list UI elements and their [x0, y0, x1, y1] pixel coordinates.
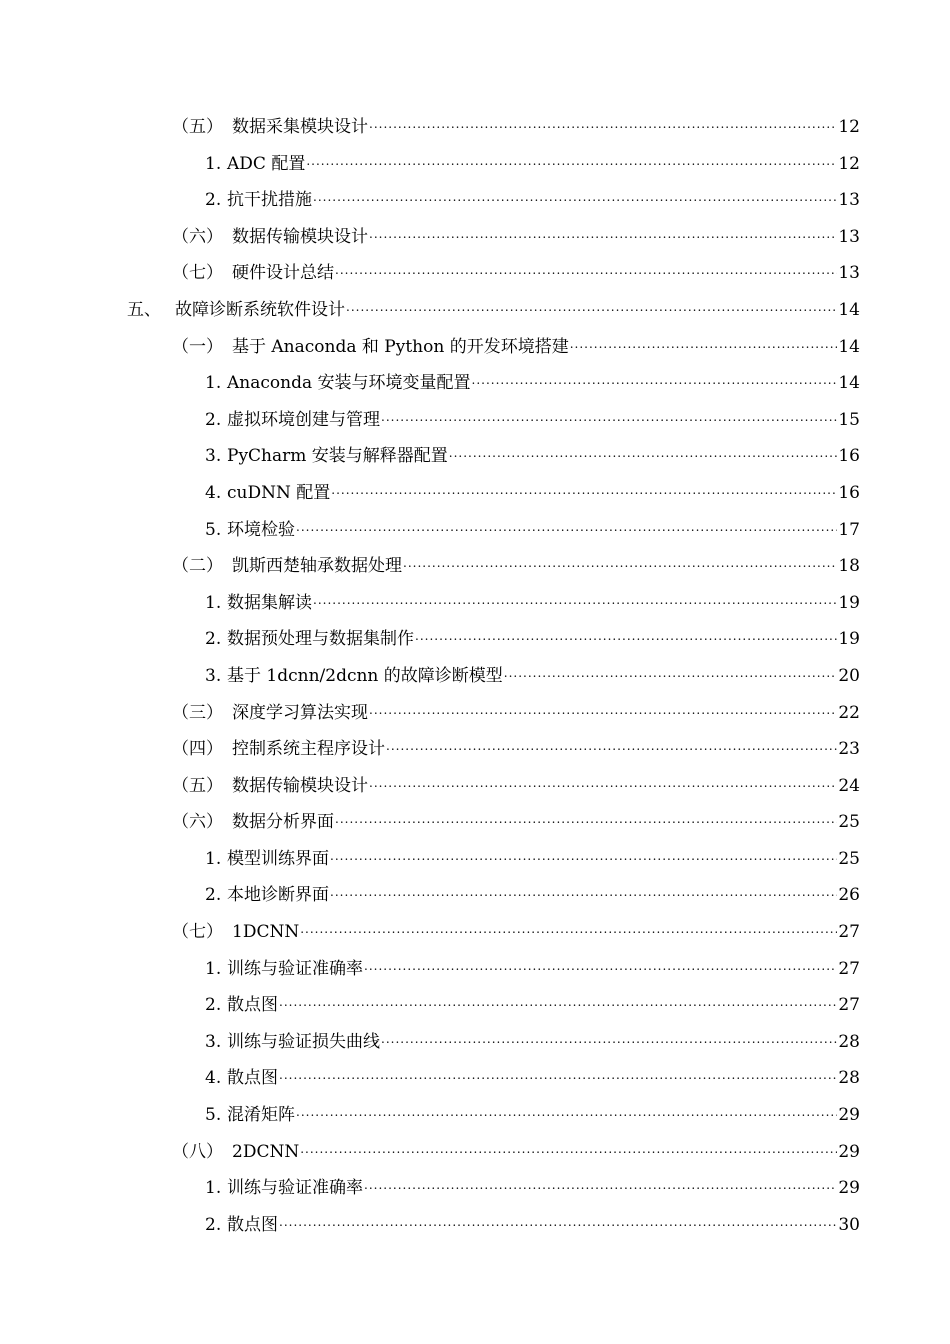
toc-entry[interactable] — [0, 402, 860, 439]
toc-entry-number: 2. — [205, 995, 222, 1016]
toc-entry[interactable] — [0, 658, 860, 695]
toc-entry-number: 1. — [205, 373, 222, 394]
dot-leader — [472, 362, 838, 399]
toc-entry-page-number: 19 — [838, 592, 860, 613]
toc-entry-number: （七） — [172, 922, 223, 943]
toc-entry[interactable] — [0, 255, 860, 292]
toc-entry[interactable] — [0, 548, 860, 585]
toc-entry[interactable] — [0, 1097, 860, 1134]
toc-entry-title: ADC 配置 — [227, 153, 306, 174]
toc-entry-number: （三） — [172, 702, 223, 723]
toc-entry[interactable] — [0, 1134, 860, 1171]
toc-entry-page-number: 17 — [838, 519, 860, 540]
toc-entry-number: （五） — [172, 117, 223, 137]
toc-entry-number: 4. — [205, 482, 222, 503]
toc-entry-number: 2. — [205, 629, 222, 650]
toc-entry[interactable] — [0, 914, 860, 951]
toc-entry[interactable] — [0, 695, 860, 732]
toc-entry-title: 抗干扰措施 — [227, 190, 312, 211]
toc-entry[interactable] — [0, 987, 860, 1024]
toc-entry[interactable] — [0, 1207, 860, 1244]
toc-entry-number: 5. — [205, 1105, 222, 1126]
toc-entry-title: 2DCNN — [232, 1141, 300, 1162]
toc-entry-number: 1. — [205, 1178, 222, 1199]
toc-entry[interactable] — [0, 1170, 860, 1207]
toc-entry-title: 硬件设计总结 — [232, 263, 334, 284]
toc-entry-number: 3. — [205, 665, 222, 686]
toc-entry-number: 五、 — [127, 299, 161, 320]
toc-entry-number: 4. — [205, 1068, 222, 1089]
dot-leader — [279, 1057, 837, 1094]
dot-leader — [381, 399, 837, 436]
toc-entry-number: 2. — [205, 885, 222, 906]
dot-leader — [279, 1204, 837, 1241]
dot-leader — [381, 1021, 837, 1058]
toc-entry-title: 环境检验 — [227, 519, 295, 540]
toc-entry-page-number: 16 — [838, 482, 860, 503]
toc-entry[interactable] — [0, 109, 860, 146]
dot-leader — [330, 838, 837, 875]
toc-entry-title: 训练与验证准确率 — [227, 1178, 363, 1199]
toc-entry-page-number: 23 — [838, 739, 860, 760]
table-of-contents — [0, 109, 950, 1243]
toc-entry-page-number: 27 — [838, 922, 860, 943]
toc-entry-page-number: 14 — [838, 299, 860, 320]
dot-leader — [330, 874, 837, 911]
toc-entry-page-number: 29 — [838, 1141, 860, 1162]
dot-leader — [313, 582, 837, 619]
toc-entry-title: PyCharm 安装与解释器配置 — [227, 446, 448, 467]
toc-entry-number: 3. — [205, 446, 222, 467]
toc-entry-title: 数据分析界面 — [232, 812, 334, 833]
toc-entry-title: 数据集解读 — [227, 592, 312, 613]
toc-entry-number: 1. — [205, 592, 222, 613]
dot-leader — [346, 289, 837, 326]
toc-entry[interactable] — [0, 146, 860, 183]
toc-entry-title: 基于 Anaconda 和 Python 的开发环境搭建 — [232, 336, 569, 357]
toc-entry-number: （一） — [172, 336, 223, 357]
dot-leader — [335, 801, 837, 838]
toc-entry-title: 故障诊断系统软件设计 — [175, 299, 345, 320]
toc-entry-title: 深度学习算法实现 — [232, 702, 368, 723]
toc-entry-number: 3. — [205, 1031, 222, 1052]
toc-entry[interactable] — [0, 292, 860, 329]
toc-entry-number: 1. — [205, 848, 222, 869]
toc-entry-page-number: 16 — [838, 446, 860, 467]
toc-entry-number: 2. — [205, 409, 222, 430]
dot-leader — [300, 911, 837, 948]
toc-entry-title: 散点图 — [227, 995, 278, 1016]
toc-entry-number: （六） — [172, 812, 223, 833]
dot-leader — [369, 692, 837, 729]
toc-entry-number: （七） — [172, 263, 223, 284]
dot-leader — [306, 143, 837, 180]
dot-leader — [386, 728, 837, 765]
toc-entry[interactable] — [0, 219, 860, 256]
toc-entry-page-number: 24 — [838, 775, 860, 796]
toc-entry-page-number: 15 — [838, 409, 860, 430]
toc-entry[interactable] — [0, 585, 860, 622]
toc-entry-page-number: 19 — [838, 629, 860, 650]
toc-entry-number: （四） — [172, 739, 223, 760]
toc-entry-title: 散点图 — [227, 1068, 278, 1089]
toc-entry-number: 1. — [205, 958, 222, 979]
toc-entry-number: 2. — [205, 1214, 222, 1235]
toc-entry-page-number: 20 — [838, 665, 860, 686]
toc-entry-page-number: 12 — [838, 153, 860, 174]
toc-entry-number: 1. — [205, 153, 222, 174]
toc-entry-page-number: 25 — [838, 812, 860, 833]
dot-leader — [369, 106, 837, 143]
dot-leader — [449, 435, 838, 472]
dot-leader — [335, 252, 837, 289]
toc-entry-number: 2. — [205, 190, 222, 211]
toc-entry-title: 基于 1dcnn/2dcnn 的故障诊断模型 — [227, 665, 503, 686]
toc-entry-page-number: 28 — [838, 1068, 860, 1089]
toc-entry[interactable] — [0, 768, 860, 805]
dot-leader — [313, 179, 837, 216]
toc-entry-title: 数据采集模块设计 — [232, 117, 368, 137]
toc-entry-title: 混淆矩阵 — [227, 1105, 295, 1126]
toc-entry[interactable] — [0, 329, 860, 366]
toc-entry[interactable] — [0, 877, 860, 914]
toc-entry[interactable] — [0, 951, 860, 988]
toc-entry-title: 数据传输模块设计 — [232, 775, 368, 796]
toc-entry-title: Anaconda 安装与环境变量配置 — [227, 373, 471, 394]
toc-entry[interactable] — [0, 1060, 860, 1097]
toc-entry-title: 凯斯西楚轴承数据处理 — [232, 556, 402, 577]
toc-entry-title: 散点图 — [227, 1214, 278, 1235]
toc-entry[interactable] — [0, 512, 860, 549]
toc-entry-page-number: 30 — [838, 1214, 860, 1235]
dot-leader — [369, 765, 837, 802]
toc-entry-title: cuDNN 配置 — [227, 482, 331, 503]
toc-entry[interactable] — [0, 365, 860, 402]
toc-entry-title: 控制系统主程序设计 — [232, 739, 385, 760]
toc-entry-number: （五） — [172, 775, 223, 796]
toc-entry[interactable] — [0, 621, 860, 658]
toc-entry-page-number: 14 — [838, 373, 860, 394]
dot-leader — [300, 1131, 837, 1168]
toc-entry-title: 本地诊断界面 — [227, 885, 329, 906]
dot-leader — [415, 618, 837, 655]
dot-leader — [403, 545, 837, 582]
toc-entry-number: （二） — [172, 556, 223, 577]
toc-entry[interactable] — [0, 1024, 860, 1061]
toc-entry-page-number: 27 — [838, 995, 860, 1016]
toc-entry-title: 虚拟环境创建与管理 — [227, 409, 380, 430]
toc-entry[interactable] — [0, 182, 860, 219]
dot-leader — [296, 1094, 837, 1131]
toc-entry-page-number: 29 — [838, 1105, 860, 1126]
toc-entry-title: 训练与验证准确率 — [227, 958, 363, 979]
toc-entry-page-number: 14 — [838, 336, 860, 357]
toc-entry-number: （六） — [172, 226, 223, 247]
dot-leader — [369, 216, 837, 253]
toc-entry-page-number: 27 — [838, 958, 860, 979]
toc-entry[interactable] — [0, 475, 860, 512]
toc-entry-title: 训练与验证损失曲线 — [227, 1031, 380, 1052]
toc-entry-page-number: 25 — [838, 848, 860, 869]
toc-entry-page-number: 26 — [838, 885, 860, 906]
toc-entry-page-number: 29 — [838, 1178, 860, 1199]
toc-entry-title: 1DCNN — [232, 922, 300, 943]
toc-entry-page-number: 13 — [838, 190, 860, 211]
toc-entry-page-number: 22 — [838, 702, 860, 723]
dot-leader — [279, 984, 837, 1021]
toc-entry-page-number: 13 — [838, 226, 860, 247]
dot-leader — [331, 472, 837, 509]
toc-entry-title: 数据预处理与数据集制作 — [227, 629, 414, 650]
toc-entry-number: （八） — [172, 1141, 223, 1162]
toc-entry-page-number: 13 — [838, 263, 860, 284]
toc-entry[interactable] — [0, 841, 860, 878]
toc-entry-page-number: 28 — [838, 1031, 860, 1052]
dot-leader — [364, 1167, 837, 1204]
toc-entry-title: 数据传输模块设计 — [232, 226, 368, 247]
toc-entry-number: 5. — [205, 519, 222, 540]
dot-leader — [296, 509, 837, 546]
dot-leader — [504, 655, 838, 692]
toc-entry[interactable] — [0, 731, 860, 768]
dot-leader — [364, 948, 837, 985]
toc-entry-page-number: 12 — [838, 117, 860, 137]
toc-entry-title: 模型训练界面 — [227, 848, 329, 869]
toc-entry[interactable] — [0, 438, 860, 475]
dot-leader — [570, 326, 838, 363]
toc-entry-page-number: 18 — [838, 556, 860, 577]
toc-entry[interactable] — [0, 804, 860, 841]
